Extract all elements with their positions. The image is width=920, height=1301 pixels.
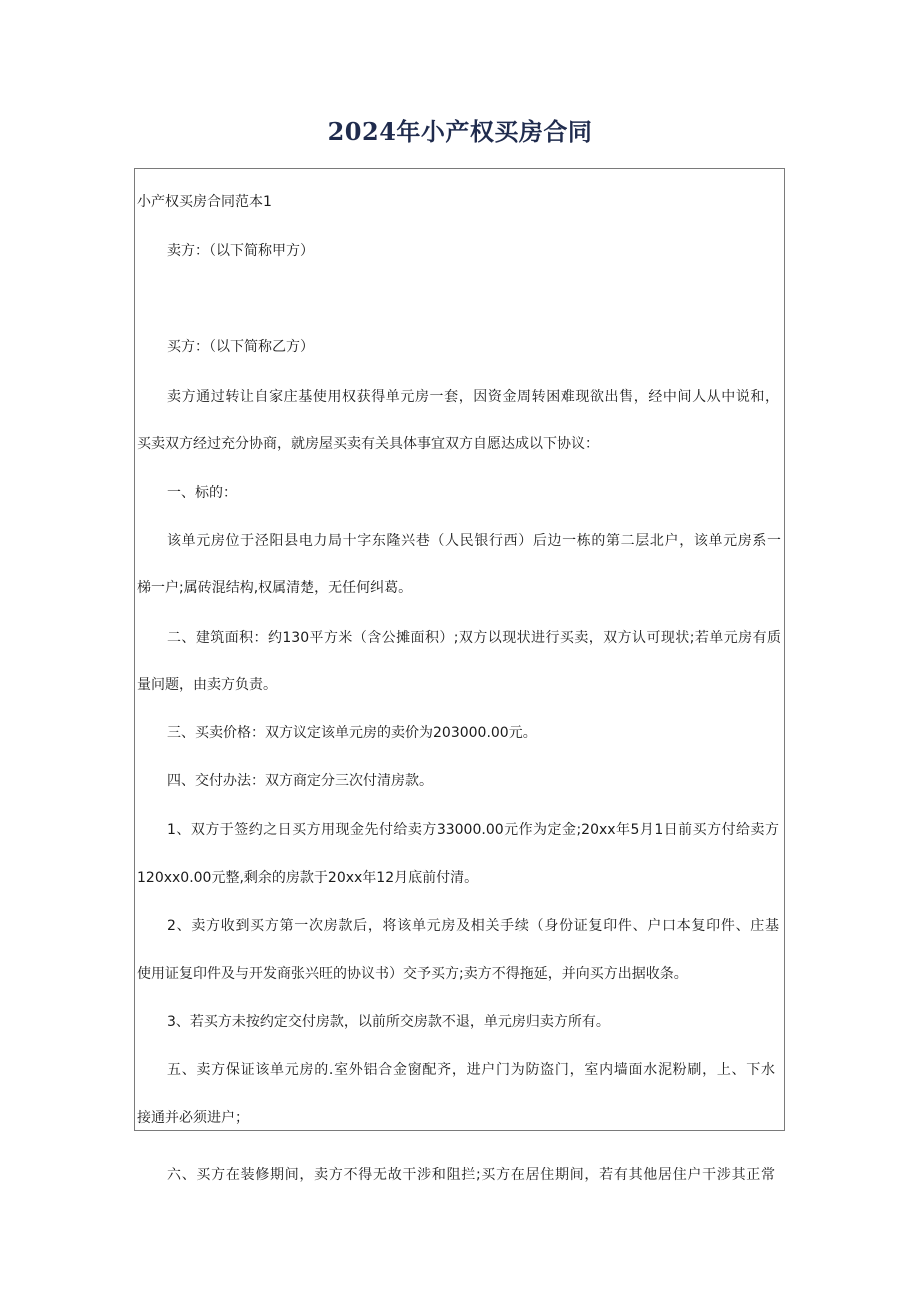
contract-heading: 小产权买房合同范本1 [137,194,272,210]
section-heading: 一、标的： [167,485,237,501]
paragraph-line: 三、买卖价格：双方议定该单元房的卖价为203000.00元。 [167,725,537,741]
paragraph-line: 梯一户;属砖混结构,权属清楚，无任何纠葛。 [137,580,413,596]
paragraph-line: 2、卖方收到买方第一次房款后，将该单元房及相关手续（身份证复印件、户口本复印件、庄基 [167,918,779,934]
paragraph-line: 四、交付办法：双方商定分三次付清房款。 [167,773,433,789]
seller-line: 卖方：（以下简称甲方） [167,243,314,259]
content-frame [134,168,785,1131]
document-title: 2024年小产权买房合同 [327,117,593,146]
paragraph-line: 卖方通过转让自家庄基使用权获得单元房一套，因资金周转困难现欲出售，经中间人从中说和， [167,389,779,405]
paragraph-line: 六、买方在装修期间，卖方不得无故干涉和阻拦;买方在居住期间，若有其他居住户干涉其正常 [167,1167,775,1183]
paragraph-line: 买卖双方经过充分协商，就房屋买卖有关具体事宜双方自愿达成以下协议： [137,436,599,452]
paragraph-line: 量问题，由卖方负责。 [137,677,277,693]
paragraph-line: 1、双方于签约之日买方用现金先付给卖方33000.00元作为定金;20xx年5月1日前买方付给卖方 [167,822,779,838]
paragraph-line: 接通并必须进户； [137,1110,249,1126]
paragraph-line: 二、建筑面积：约130平方米（含公摊面积）;双方以现状进行买卖，双方认可现状;若单元房有质 [167,630,781,646]
paragraph-line: 该单元房位于泾阳县电力局十字东隆兴巷（人民银行西）后边一栋的第二层北户，该单元房系一 [167,533,781,549]
paragraph-line: 使用证复印件及与开发商张兴旺的协议书）交予买方;卖方不得拖延，并向买方出据收条。 [137,966,688,982]
buyer-line: 买方：（以下简称乙方） [167,339,314,355]
paragraph-line: 五、卖方保证该单元房的.室外铝合金窗配齐，进户门为防盗门，室内墙面水泥粉刷，上、下水 [167,1062,775,1078]
paragraph-line: 120xx0.00元整,剩余的房款于20xx年12月底前付清。 [137,870,479,886]
paragraph-line: 3、若买方未按约定交付房款，以前所交房款不退，单元房归卖方所有。 [167,1014,610,1030]
